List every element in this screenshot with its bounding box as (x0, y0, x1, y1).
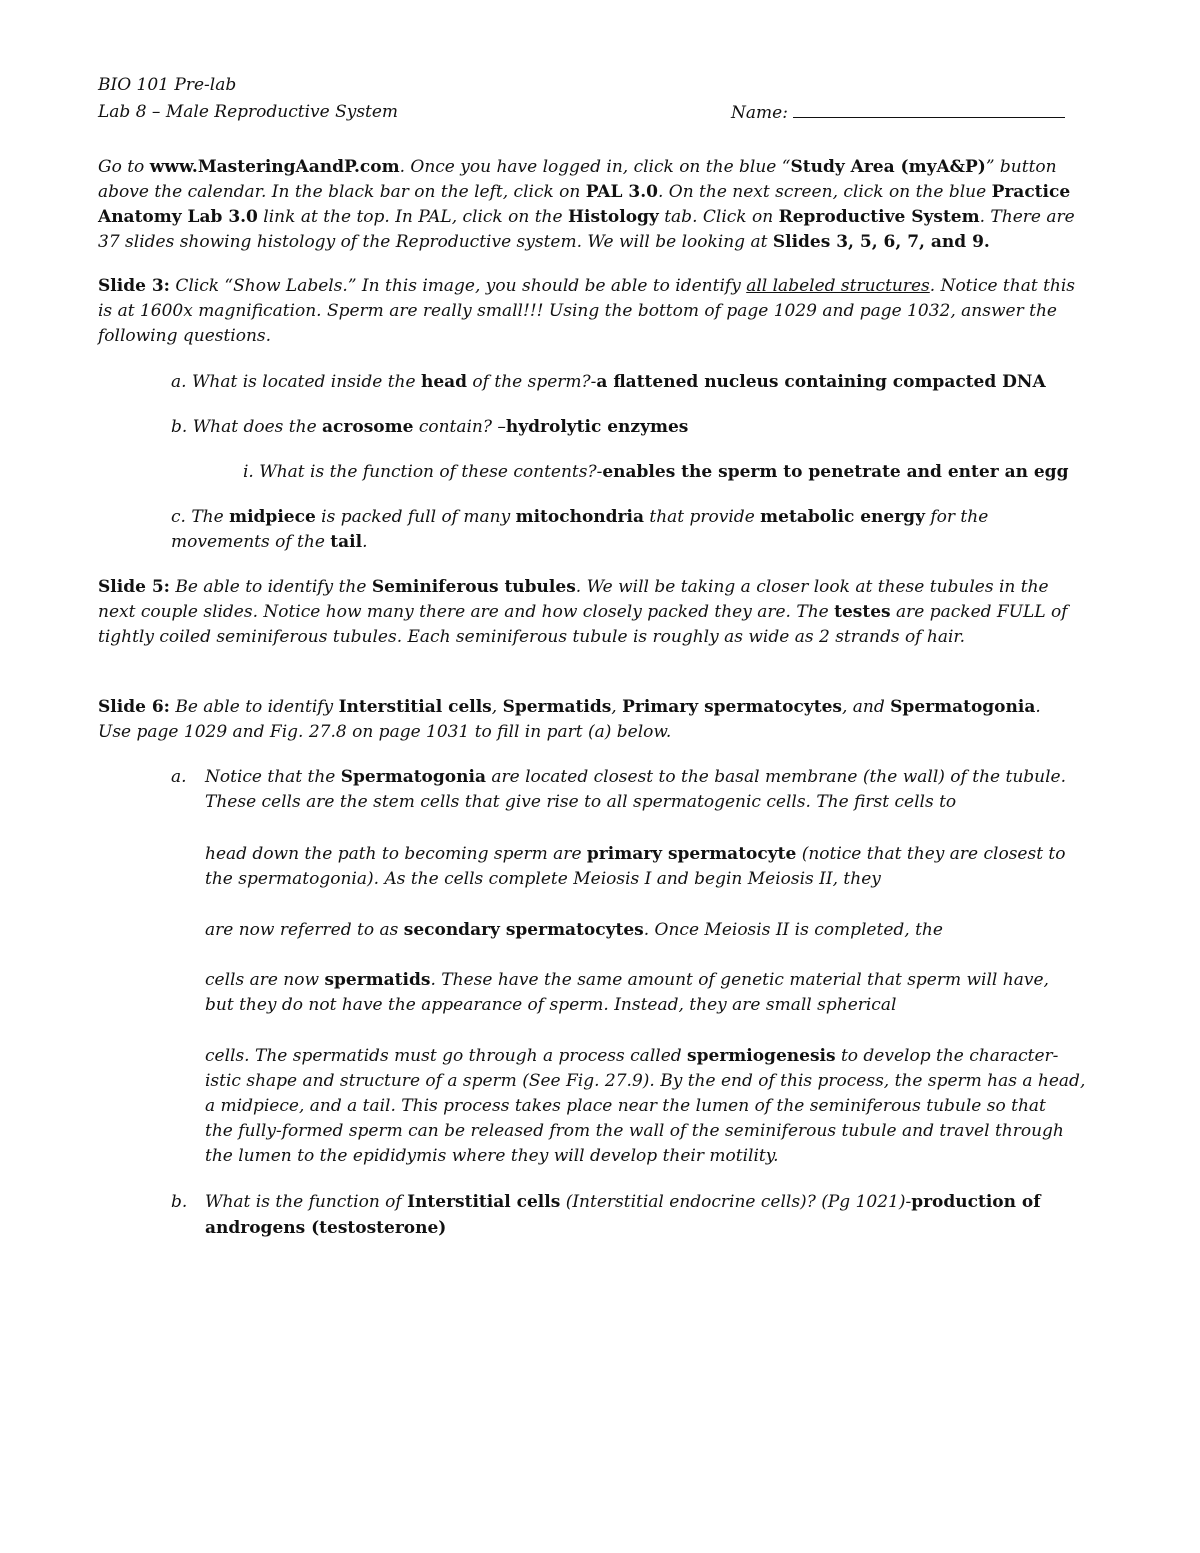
a-l7: but they do not have the appearance of sperm. Instead, they are small spherical (205, 995, 897, 1015)
slide6-a-line-6 (205, 968, 1049, 992)
slide5-label: Slide 5: (98, 577, 170, 597)
slide5-seminiferous: Seminiferous tubules (371, 577, 576, 597)
qc-text-2: that provide (643, 507, 761, 527)
intro-go-to: Go to (98, 157, 150, 177)
slide3-line-1 (98, 274, 1075, 298)
a-l3-pre: head down the path to becoming sperm are (205, 844, 587, 864)
a-l6-post: . These have the same amount of genetic material that sperm will have, (430, 970, 1049, 990)
slide6-spermatids: Spermatids (502, 697, 612, 717)
slide6-label: Slide 6: (98, 697, 170, 717)
a-l12: the lumen to the epididymis where they will develop their motility. (205, 1146, 779, 1166)
qa-head: head (420, 372, 468, 392)
name-field (731, 100, 1065, 125)
intro-text-2: ” button (985, 157, 1057, 177)
a-l6-bold: spermatids (324, 970, 431, 990)
slide6-a-marker (171, 765, 187, 789)
slide5-text-4: are packed FULL of (890, 602, 1068, 622)
intro-url: www.MasteringAandP.com (149, 157, 400, 177)
a-l1-post: are located closest to the basal membrane (the wall) of the tubule. (485, 767, 1066, 787)
slide3-text-3: is at 1600x magnification. Sperm are really small!!! Using the bottom of page 1029 and page 1032, answer the (98, 301, 1057, 321)
qa-answer: a flattened nucleus containing compacted DNA (596, 372, 1046, 392)
intro-text-7: . There are (979, 207, 1075, 227)
slide6-a-line-3 (205, 842, 1066, 866)
slide6-a-line-12 (205, 1144, 778, 1168)
qa-prefix: a. What is located inside the (171, 372, 421, 392)
a-l4: the spermatogonia). As the cells complete Meiosis I and begin Meiosis II, they (205, 869, 881, 889)
a-l11: the fully-formed sperm can be released from the wall of the seminiferous tubule and travel through (205, 1121, 1064, 1141)
slide3-question-c-line-1 (171, 505, 988, 529)
slide6-text-3: . (1035, 697, 1041, 717)
intro-text-4: . On the next screen, click on the blue (657, 182, 992, 202)
intro-anatomy: Anatomy Lab 3.0 (98, 207, 258, 227)
slide5-testes: testes (834, 602, 891, 622)
qc-text-3: for the (924, 507, 989, 527)
slide3-text-4: following questions. (98, 326, 272, 346)
intro-study-area: Study Area (myA&P) (790, 157, 986, 177)
intro-text-1: . Once you have logged in, click on the blue “ (399, 157, 791, 177)
lab-title-text: Lab 8 – Male Reproductive System (98, 102, 399, 122)
a-l3-bold: primary spermatocyte (586, 844, 797, 864)
qa-mid: of the sperm?- (467, 372, 597, 392)
slide6-a-line-5 (205, 918, 943, 942)
intro-slides: Slides 3, 5, 6, 7, and 9. (772, 232, 990, 252)
qc-energy: metabolic energy (760, 507, 925, 527)
intro-line-3 (98, 205, 1075, 229)
slide3-line-2 (98, 299, 1057, 323)
slide6-b-marker-text: b. (171, 1192, 188, 1212)
slide6-line-1 (98, 695, 1041, 719)
slide6-a-line-1 (205, 765, 1066, 789)
slide6-a-line-8 (205, 1044, 1058, 1068)
slide6-b-line-2 (205, 1216, 446, 1240)
a-l9: istic shape and structure of a sperm (See Fig. 27.9). By the end of this process, the sperm has a head, (205, 1071, 1086, 1091)
a-l1-pre: Notice that the (205, 767, 341, 787)
name-label: Name: (731, 103, 788, 123)
a-l8-pre: cells. The spermatids must go through a process called (205, 1046, 688, 1066)
slide5-line-1 (98, 575, 1049, 599)
intro-text-5: link at the top. In PAL, click on the (257, 207, 568, 227)
slide3-line-3 (98, 324, 271, 348)
qb-mid: contain? – (413, 417, 506, 437)
slide6-text-2: , and (841, 697, 891, 717)
qb-answer: hydrolytic enzymes (505, 417, 689, 437)
a-l1-bold: Spermatogonia (340, 767, 486, 787)
slide6-a-line-4 (205, 867, 881, 891)
intro-text-6: tab. Click on (658, 207, 779, 227)
slide6-comma-2: , (611, 697, 623, 717)
slide3-question-b (171, 415, 688, 439)
qc-midpiece: midpiece (229, 507, 316, 527)
intro-line-4 (98, 230, 990, 254)
slide6-a-line-2 (205, 790, 956, 814)
a-l6-pre: cells are now (205, 970, 325, 990)
qc-tail: tail (330, 532, 363, 552)
a-l5-bold: secondary spermatocytes (403, 920, 644, 940)
a-l3-post: (notice that they are closest to (796, 844, 1066, 864)
a-l5-pre: are now referred to as (205, 920, 404, 940)
qb-prefix: b. What does the (171, 417, 323, 437)
b-pre: What is the function of (205, 1192, 408, 1212)
intro-text-3: above the calendar. In the black bar on the left, click on (98, 182, 586, 202)
slide3-question-b-i (243, 460, 1068, 484)
qbi-prefix: i. What is the function of these contents?- (243, 462, 603, 482)
slide5-text-2: . We will be taking a closer look at these tubules in the (575, 577, 1049, 597)
qc-end: . (362, 532, 368, 552)
slide5-line-2 (98, 600, 1068, 624)
slide6-a-line-10 (205, 1094, 1046, 1118)
course-title (98, 73, 236, 97)
slide3-text-1: Click “Show Labels.” In this image, you should be able to identify (169, 276, 747, 296)
intro-practice: Practice (991, 182, 1071, 202)
name-blank (793, 100, 1065, 118)
qc-mito: mitochondria (515, 507, 644, 527)
slide6-primary: Primary spermatocytes (622, 697, 842, 717)
b-answer-2: androgens (testosterone) (205, 1218, 447, 1238)
a-l10: a midpiece, and a tail. This process takes place near the lumen of the seminiferous tubule so that (205, 1096, 1046, 1116)
b-answer-1: production of (911, 1192, 1041, 1212)
slide6-a-line-9 (205, 1069, 1085, 1093)
intro-histology: Histology (567, 207, 659, 227)
qbi-answer: enables the sperm to penetrate and enter an egg (602, 462, 1069, 482)
slide6-b-line-1 (205, 1190, 1041, 1214)
b-post: (Interstitial endocrine cells)? (Pg 1021)- (560, 1192, 912, 1212)
slide6-a-line-11 (205, 1119, 1064, 1143)
course-title-text: BIO 101 Pre-lab (98, 75, 237, 95)
slide6-text-1: Be able to identify (169, 697, 339, 717)
slide6-interstitial: Interstitial cells (338, 697, 492, 717)
slide6-a-marker-text: a. (171, 767, 187, 787)
a-l5-post: . Once Meiosis II is completed, the (643, 920, 943, 940)
a-l8-post: to develop the character- (835, 1046, 1059, 1066)
slide5-text-5: tightly coiled seminiferous tubules. Each seminiferous tubule is roughly as wide as 2 strands of hair. (98, 627, 966, 647)
slide6-comma-1: , (491, 697, 503, 717)
slide6-spermatogonia: Spermatogonia (890, 697, 1036, 717)
slide5-text-1: Be able to identify the (169, 577, 372, 597)
intro-text-8: 37 slides showing histology of the Reproductive system. We will be looking at (98, 232, 773, 252)
slide3-text-2: . Notice that this (929, 276, 1076, 296)
slide3-label: Slide 3: (98, 276, 170, 296)
qc-prefix: c. The (171, 507, 230, 527)
intro-line-2 (98, 180, 1070, 204)
slide6-line-2 (98, 720, 671, 744)
slide6-b-marker (171, 1190, 187, 1214)
slide6-text-4: Use page 1029 and Fig. 27.8 on page 1031 to fill in part (a) below. (98, 722, 672, 742)
slide3-underlined: all labeled structures (746, 276, 930, 296)
slide5-line-3 (98, 625, 965, 649)
qc-text-1: is packed full of many (315, 507, 516, 527)
b-bold: Interstitial cells (407, 1192, 561, 1212)
intro-line-1 (98, 155, 1057, 179)
slide3-question-a (171, 370, 1046, 394)
intro-reproductive: Reproductive System (778, 207, 980, 227)
qb-acrosome: acrosome (322, 417, 414, 437)
slide6-a-line-7 (205, 993, 896, 1017)
a-l8-bold: spermiogenesis (687, 1046, 836, 1066)
slide5-text-3: next couple slides. Notice how many there are and how closely packed they are. The (98, 602, 835, 622)
a-l2: These cells are the stem cells that give rise to all spermatogenic cells. The first cells to (205, 792, 957, 812)
qc-text-4: movements of the (171, 532, 331, 552)
intro-pal: PAL 3.0 (585, 182, 658, 202)
slide3-question-c-line-2 (171, 530, 368, 554)
lab-title (98, 100, 398, 124)
